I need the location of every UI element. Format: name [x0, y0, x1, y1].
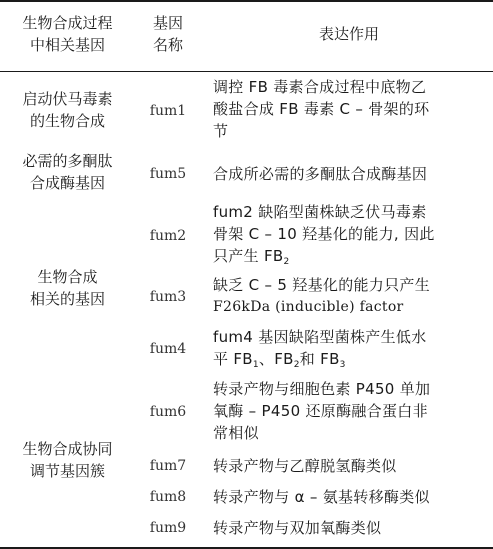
category-cluster: 生物合成协同 调节基因簇	[22, 440, 113, 480]
gene-fum9: fum9	[149, 520, 187, 536]
header-category: 生物合成过程 中相关基因	[22, 14, 113, 54]
header-function: 表达作用	[318, 25, 379, 43]
gene-fum6: fum6	[149, 404, 187, 420]
header-gene: 基因 名称	[152, 14, 183, 54]
category-related-genes: 生物合成 相关的基因	[29, 268, 105, 308]
gene-fum7: fum7	[149, 458, 187, 474]
gene-fum3: fum3	[149, 289, 187, 305]
desc-fum1: 调控 FB 毒素合成过程中底物乙 酸盐合成 FB 毒素 C – 骨架的环 节	[213, 78, 430, 140]
desc-fum7: 转录产物与乙醇脱氢酶类似	[213, 457, 397, 475]
gene-fum2: fum2	[149, 228, 187, 244]
desc-fum9: 转录产物与双加氧酶类似	[213, 519, 382, 537]
desc-fum4: fum4 基因缺陷型菌株产生低水 平 $FB_1$、$FB_2$和 $FB_3$	[213, 328, 427, 370]
category-polyketide: 必需的多酮肽 合成酶基因	[22, 152, 113, 192]
gene-fum4: fum4	[149, 341, 187, 357]
gene-fum8: fum8	[149, 489, 187, 505]
desc-fum3: 缺乏 C – 5 羟基化的能力只产生 F26kDa (inducible) factor	[213, 276, 430, 315]
header-rule	[0, 71, 493, 72]
top-rule	[0, 0, 493, 2]
gene-fum5: fum5	[149, 166, 187, 182]
gene-fum1: fum1	[149, 103, 187, 119]
category-initiate: 启动伏马毒素 的生物合成	[22, 90, 113, 130]
desc-fum2: fum2 缺陷型菌株缺乏伏马毒素 骨架 C – 10 羟基化的能力, 因此 只产生 $FB_2$	[213, 203, 435, 267]
desc-fum6: 转录产物与细胞色素 P450 单加 氧酶 – P450 还原酶融合蛋白非 常相似	[213, 380, 431, 442]
desc-fum5: 合成所必需的多酮肽合成酶基因	[213, 165, 428, 183]
desc-fum8: 转录产物与 α – 氨基转移酶类似	[213, 488, 430, 506]
